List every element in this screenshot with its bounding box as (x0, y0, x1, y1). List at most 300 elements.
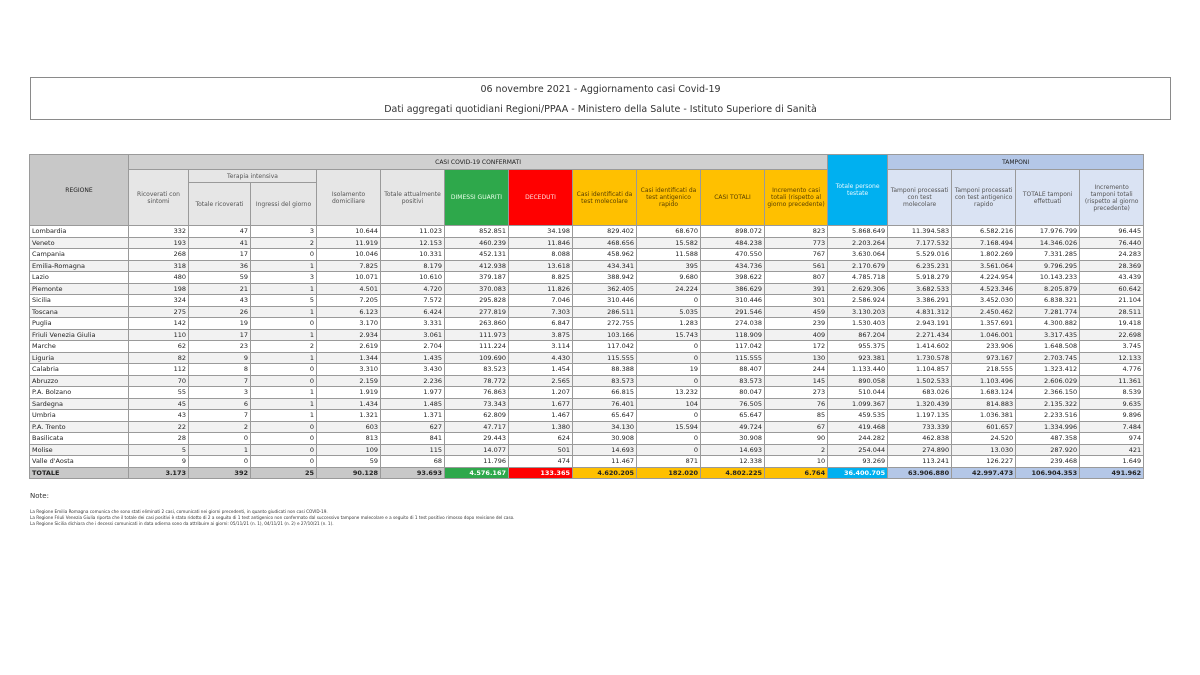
cell-tamponi-antigenico: 814.883 (952, 398, 1016, 410)
cell-tamponi-molecolare: 274.890 (888, 444, 952, 456)
cell-ti-ingressi: 1 (251, 352, 317, 364)
cell-persone-testate: 1.530.403 (828, 318, 888, 330)
cell-incremento-casi: 807 (765, 272, 828, 284)
cell-casi-antigenico: 871 (637, 456, 701, 468)
cell-casi-totali: 115.555 (701, 352, 765, 364)
group-header-casi: CASI COVID-19 CONFERMATI (129, 155, 828, 170)
cell-casi-molecolare: 11.467 (573, 456, 637, 468)
col-header-casi-molecolare: Casi identificati da test molecolare (573, 170, 637, 226)
cell-casi-molecolare: 34.130 (573, 421, 637, 433)
cell-deceduti: 1.207 (509, 387, 573, 399)
cell-dimessi: 62.809 (445, 410, 509, 422)
cell-region: P.A. Trento (30, 421, 129, 433)
cell-deceduti: 11.826 (509, 283, 573, 295)
cell-region: Marche (30, 341, 129, 353)
cell-tamponi-totale: 1.323.412 (1016, 364, 1080, 376)
report-title: 06 novembre 2021 - Aggiornamento casi Covid-19 (480, 84, 721, 95)
cell-dimessi: 76.863 (445, 387, 509, 399)
cell-deceduti: 34.198 (509, 226, 573, 238)
cell-isolamento: 4.501 (317, 283, 381, 295)
cell-tamponi-totale: 10.143.233 (1016, 272, 1080, 284)
cell-ti-ingressi: 0 (251, 433, 317, 445)
total-cell-casi-totali: 4.802.225 (701, 467, 765, 479)
cell-deceduti: 1.677 (509, 398, 573, 410)
table-row (30, 375, 1144, 387)
cell-ti-totale: 47 (189, 226, 251, 238)
cell-incremento-casi: 767 (765, 249, 828, 261)
col-header-ti-ingressi: Ingressi del giorno (251, 183, 317, 226)
cell-deceduti: 11.846 (509, 237, 573, 249)
cell-casi-totali: 386.629 (701, 283, 765, 295)
cell-tamponi-antigenico: 1.357.691 (952, 318, 1016, 330)
cell-deceduti: 474 (509, 456, 573, 468)
cell-ti-ingressi: 3 (251, 226, 317, 238)
cell-ricoverati: 112 (129, 364, 189, 376)
cell-dimessi: 460.239 (445, 237, 509, 249)
cell-dimessi: 111.973 (445, 329, 509, 341)
cell-positivi: 3.430 (381, 364, 445, 376)
cell-casi-antigenico: 15.743 (637, 329, 701, 341)
table-row (30, 421, 1144, 433)
cell-tamponi-molecolare: 4.831.312 (888, 306, 952, 318)
cell-positivi: 12.153 (381, 237, 445, 249)
cell-isolamento: 2.934 (317, 329, 381, 341)
cell-tamponi-totale: 3.317.435 (1016, 329, 1080, 341)
cell-casi-totali: 274.038 (701, 318, 765, 330)
cell-ricoverati: 324 (129, 295, 189, 307)
cell-deceduti: 4.430 (509, 352, 573, 364)
cell-tamponi-molecolare: 2.271.434 (888, 329, 952, 341)
col-header-tamponi-totale: TOTALE tamponi effettuati (1016, 170, 1080, 226)
cell-persone-testate: 510.044 (828, 387, 888, 399)
table-row (30, 433, 1144, 445)
total-cell-dimessi: 4.576.167 (445, 467, 509, 479)
note-line: La Regione Sicilia dichiara che i decessi comunicati in data odierna sono da attribuire ai giorni: 05/11/21 (n. 1), 04/11/21 (n. 2) e 27/10/21 (n. 1). (30, 521, 334, 526)
cell-ti-ingressi: 1 (251, 329, 317, 341)
note-line: La Regione Emilia Romagna comunica che sono stati eliminati 2 casi, comunicati nei giorni precedenti, in quanto giudicati non casi COVID-19. (30, 509, 328, 514)
cell-positivi: 7.572 (381, 295, 445, 307)
cell-region: Piemonte (30, 283, 129, 295)
cell-positivi: 11.023 (381, 226, 445, 238)
cell-tamponi-antigenico: 126.227 (952, 456, 1016, 468)
cell-deceduti: 2.565 (509, 375, 573, 387)
cell-incremento-casi: 409 (765, 329, 828, 341)
cell-positivi: 2.236 (381, 375, 445, 387)
table-row (30, 410, 1144, 422)
cell-incremento-casi: 239 (765, 318, 828, 330)
cell-ti-ingressi: 0 (251, 249, 317, 261)
cell-isolamento: 7.825 (317, 260, 381, 272)
cell-ti-totale: 7 (189, 375, 251, 387)
cell-tamponi-totale: 4.300.882 (1016, 318, 1080, 330)
cell-casi-molecolare: 30.908 (573, 433, 637, 445)
cell-deceduti: 1.467 (509, 410, 573, 422)
cell-tamponi-molecolare: 7.177.532 (888, 237, 952, 249)
cell-ti-totale: 59 (189, 272, 251, 284)
cell-casi-molecolare: 286.511 (573, 306, 637, 318)
note-line: La Regione Friuli Venezia Giulia riporta che il totale dei casi positivi è stato ridotto di 2 a seguito di 1 test antigenico non confermato dal successivo tampone molecolare e a seguito di 1 test positivo rimosso dopo revisione del caso. (30, 515, 515, 520)
cell-region: Basilicata (30, 433, 129, 445)
cell-ti-totale: 0 (189, 433, 251, 445)
cell-incremento-casi: 773 (765, 237, 828, 249)
cell-ti-ingressi: 0 (251, 318, 317, 330)
cell-tamponi-incremento: 974 (1080, 433, 1144, 445)
cell-tamponi-totale: 1.334.996 (1016, 421, 1080, 433)
cell-dimessi: 11.796 (445, 456, 509, 468)
total-cell-incremento-casi: 6.764 (765, 467, 828, 479)
cell-tamponi-antigenico: 6.582.216 (952, 226, 1016, 238)
cell-tamponi-incremento: 60.642 (1080, 283, 1144, 295)
cell-casi-totali: 80.047 (701, 387, 765, 399)
cell-isolamento: 59 (317, 456, 381, 468)
cell-dimessi: 452.131 (445, 249, 509, 261)
total-cell-casi-antigenico: 182.020 (637, 467, 701, 479)
cell-isolamento: 1.344 (317, 352, 381, 364)
cell-ti-ingressi: 0 (251, 456, 317, 468)
cell-casi-totali: 117.042 (701, 341, 765, 353)
cell-dimessi: 29.443 (445, 433, 509, 445)
cell-ricoverati: 268 (129, 249, 189, 261)
cell-ti-ingressi: 0 (251, 444, 317, 456)
cell-ricoverati: 275 (129, 306, 189, 318)
cell-persone-testate: 1.099.367 (828, 398, 888, 410)
col-header-incremento-casi: Incremento casi totali (rispetto al giorno precedente) (765, 170, 828, 226)
cell-deceduti: 7.303 (509, 306, 573, 318)
cell-tamponi-totale: 6.838.321 (1016, 295, 1080, 307)
table-row (30, 444, 1144, 456)
cell-positivi: 3.061 (381, 329, 445, 341)
cell-incremento-casi: 301 (765, 295, 828, 307)
cell-tamponi-antigenico: 7.168.494 (952, 237, 1016, 249)
cell-casi-antigenico: 13.232 (637, 387, 701, 399)
table-row (30, 341, 1144, 353)
cell-casi-antigenico: 0 (637, 375, 701, 387)
table-row (30, 272, 1144, 284)
cell-tamponi-incremento: 21.104 (1080, 295, 1144, 307)
cell-ricoverati: 318 (129, 260, 189, 272)
cell-region: Umbria (30, 410, 129, 422)
cell-persone-testate: 2.586.924 (828, 295, 888, 307)
table-row (30, 456, 1144, 468)
cell-tamponi-totale: 487.358 (1016, 433, 1080, 445)
cell-ti-totale: 43 (189, 295, 251, 307)
cell-casi-totali: 118.909 (701, 329, 765, 341)
cell-isolamento: 1.321 (317, 410, 381, 422)
col-header-positivi: Totale attualmente positivi (381, 170, 445, 226)
cell-tamponi-molecolare: 11.394.583 (888, 226, 952, 238)
cell-tamponi-molecolare: 733.339 (888, 421, 952, 433)
cell-incremento-casi: 85 (765, 410, 828, 422)
table-row (30, 295, 1144, 307)
cell-casi-totali: 30.908 (701, 433, 765, 445)
cell-incremento-casi: 145 (765, 375, 828, 387)
cell-ti-totale: 1 (189, 444, 251, 456)
cell-deceduti: 7.046 (509, 295, 573, 307)
cell-ti-ingressi: 1 (251, 410, 317, 422)
cell-ti-totale: 8 (189, 364, 251, 376)
cell-casi-antigenico: 104 (637, 398, 701, 410)
cell-tamponi-molecolare: 683.026 (888, 387, 952, 399)
cell-tamponi-antigenico: 1.036.381 (952, 410, 1016, 422)
cell-ti-ingressi: 1 (251, 260, 317, 272)
col-header-casi-antigenico: Casi identificati da test antigenico rapido (637, 170, 701, 226)
cell-tamponi-incremento: 9.635 (1080, 398, 1144, 410)
col-header-regione: REGIONE (30, 155, 129, 226)
cell-dimessi: 78.772 (445, 375, 509, 387)
cell-tamponi-incremento: 8.539 (1080, 387, 1144, 399)
cell-tamponi-incremento: 19.418 (1080, 318, 1144, 330)
cell-deceduti: 1.380 (509, 421, 573, 433)
cell-persone-testate: 867.204 (828, 329, 888, 341)
cell-persone-testate: 244.282 (828, 433, 888, 445)
total-cell-tamponi-antigenico: 42.997.473 (952, 467, 1016, 479)
cell-casi-antigenico: 5.035 (637, 306, 701, 318)
cell-tamponi-antigenico: 973.167 (952, 352, 1016, 364)
cell-persone-testate: 2.170.679 (828, 260, 888, 272)
cell-tamponi-incremento: 22.698 (1080, 329, 1144, 341)
cell-deceduti: 3.114 (509, 341, 573, 353)
cell-tamponi-antigenico: 3.561.064 (952, 260, 1016, 272)
cell-tamponi-molecolare: 5.918.279 (888, 272, 952, 284)
cell-ricoverati: 9 (129, 456, 189, 468)
total-cell-isolamento: 90.128 (317, 467, 381, 479)
cell-casi-antigenico: 1.283 (637, 318, 701, 330)
cell-positivi: 68 (381, 456, 445, 468)
cell-casi-antigenico: 24.224 (637, 283, 701, 295)
cell-casi-molecolare: 88.388 (573, 364, 637, 376)
cell-isolamento: 2.619 (317, 341, 381, 353)
cell-ti-ingressi: 1 (251, 387, 317, 399)
cell-tamponi-antigenico: 2.450.462 (952, 306, 1016, 318)
cell-deceduti: 8.825 (509, 272, 573, 284)
cell-tamponi-incremento: 28.369 (1080, 260, 1144, 272)
cell-deceduti: 6.847 (509, 318, 573, 330)
cell-dimessi: 73.343 (445, 398, 509, 410)
cell-ti-ingressi: 1 (251, 398, 317, 410)
total-cell-persone-testate: 36.400.705 (828, 467, 888, 479)
cell-dimessi: 412.938 (445, 260, 509, 272)
cell-ricoverati: 45 (129, 398, 189, 410)
cell-casi-molecolare: 66.815 (573, 387, 637, 399)
cell-tamponi-totale: 14.346.026 (1016, 237, 1080, 249)
cell-tamponi-totale: 8.205.879 (1016, 283, 1080, 295)
cell-dimessi: 111.224 (445, 341, 509, 353)
cell-incremento-casi: 561 (765, 260, 828, 272)
cell-dimessi: 47.717 (445, 421, 509, 433)
cell-ti-totale: 0 (189, 456, 251, 468)
cell-tamponi-molecolare: 1.320.439 (888, 398, 952, 410)
total-cell-casi-molecolare: 4.620.205 (573, 467, 637, 479)
cell-dimessi: 852.851 (445, 226, 509, 238)
cell-isolamento: 2.159 (317, 375, 381, 387)
cell-casi-totali: 470.550 (701, 249, 765, 261)
cell-casi-antigenico: 0 (637, 341, 701, 353)
cell-ti-totale: 3 (189, 387, 251, 399)
cell-isolamento: 7.205 (317, 295, 381, 307)
cell-region: Friuli Venezia Giulia (30, 329, 129, 341)
cell-persone-testate: 923.381 (828, 352, 888, 364)
cell-tamponi-molecolare: 462.838 (888, 433, 952, 445)
cell-tamponi-antigenico: 3.452.030 (952, 295, 1016, 307)
cell-region: Sardegna (30, 398, 129, 410)
cell-ricoverati: 5 (129, 444, 189, 456)
cell-positivi: 10.331 (381, 249, 445, 261)
cell-casi-totali: 14.693 (701, 444, 765, 456)
cell-deceduti: 624 (509, 433, 573, 445)
cell-ricoverati: 110 (129, 329, 189, 341)
cell-casi-molecolare: 115.555 (573, 352, 637, 364)
cell-deceduti: 8.088 (509, 249, 573, 261)
cell-positivi: 841 (381, 433, 445, 445)
cell-tamponi-molecolare: 6.235.231 (888, 260, 952, 272)
cell-positivi: 3.331 (381, 318, 445, 330)
cell-casi-molecolare: 272.755 (573, 318, 637, 330)
cell-persone-testate: 93.269 (828, 456, 888, 468)
cell-persone-testate: 254.044 (828, 444, 888, 456)
cell-region: Lombardia (30, 226, 129, 238)
cell-casi-molecolare: 434.341 (573, 260, 637, 272)
cell-tamponi-incremento: 43.439 (1080, 272, 1144, 284)
cell-positivi: 6.424 (381, 306, 445, 318)
cell-casi-antigenico: 15.582 (637, 237, 701, 249)
cell-incremento-casi: 823 (765, 226, 828, 238)
cell-ricoverati: 142 (129, 318, 189, 330)
cell-region: Molise (30, 444, 129, 456)
cell-tamponi-antigenico: 1.046.001 (952, 329, 1016, 341)
cell-tamponi-molecolare: 113.241 (888, 456, 952, 468)
cell-ricoverati: 22 (129, 421, 189, 433)
total-cell-tamponi-molecolare: 63.906.880 (888, 467, 952, 479)
cell-ti-totale: 41 (189, 237, 251, 249)
cell-region: Emilia-Romagna (30, 260, 129, 272)
cell-persone-testate: 3.630.064 (828, 249, 888, 261)
cell-tamponi-antigenico: 1.802.269 (952, 249, 1016, 261)
cell-ricoverati: 332 (129, 226, 189, 238)
cell-casi-totali: 898.072 (701, 226, 765, 238)
col-header-isolamento: Isolamento domiciliare (317, 170, 381, 226)
cell-ricoverati: 480 (129, 272, 189, 284)
title-box (30, 77, 1171, 120)
cell-isolamento: 10.046 (317, 249, 381, 261)
cell-ricoverati: 55 (129, 387, 189, 399)
cell-region: Valle d'Aosta (30, 456, 129, 468)
cell-dimessi: 263.860 (445, 318, 509, 330)
cell-positivi: 2.704 (381, 341, 445, 353)
cell-ti-totale: 17 (189, 249, 251, 261)
cell-deceduti: 3.875 (509, 329, 573, 341)
table-row (30, 387, 1144, 399)
cell-casi-antigenico: 395 (637, 260, 701, 272)
cell-ti-totale: 21 (189, 283, 251, 295)
table-row (30, 260, 1144, 272)
cell-ti-totale: 2 (189, 421, 251, 433)
cell-casi-antigenico: 0 (637, 295, 701, 307)
cell-ti-ingressi: 1 (251, 283, 317, 295)
cell-ti-ingressi: 3 (251, 272, 317, 284)
cell-casi-totali: 310.446 (701, 295, 765, 307)
cell-tamponi-totale: 239.468 (1016, 456, 1080, 468)
cell-positivi: 8.179 (381, 260, 445, 272)
total-cell-tamponi-totale: 106.904.353 (1016, 467, 1080, 479)
table-row (30, 329, 1144, 341)
cell-persone-testate: 1.133.440 (828, 364, 888, 376)
total-cell-tamponi-incremento: 491.962 (1080, 467, 1144, 479)
cell-persone-testate: 2.203.264 (828, 237, 888, 249)
cell-casi-totali: 291.546 (701, 306, 765, 318)
cell-tamponi-antigenico: 24.520 (952, 433, 1016, 445)
cell-persone-testate: 955.375 (828, 341, 888, 353)
cell-positivi: 1.371 (381, 410, 445, 422)
cell-casi-totali: 76.505 (701, 398, 765, 410)
cell-isolamento: 109 (317, 444, 381, 456)
cell-tamponi-incremento: 9.896 (1080, 410, 1144, 422)
cell-positivi: 10.610 (381, 272, 445, 284)
cell-ti-ingressi: 0 (251, 364, 317, 376)
cell-tamponi-molecolare: 2.943.191 (888, 318, 952, 330)
cell-casi-molecolare: 458.962 (573, 249, 637, 261)
cell-tamponi-molecolare: 1.104.857 (888, 364, 952, 376)
cell-ricoverati: 198 (129, 283, 189, 295)
cell-incremento-casi: 391 (765, 283, 828, 295)
cell-incremento-casi: 273 (765, 387, 828, 399)
col-header-casi-totali: CASI TOTALI (701, 170, 765, 226)
covid-table (29, 154, 1144, 479)
table-row (30, 364, 1144, 376)
cell-persone-testate: 419.468 (828, 421, 888, 433)
cell-dimessi: 295.828 (445, 295, 509, 307)
cell-casi-antigenico: 15.594 (637, 421, 701, 433)
cell-casi-molecolare: 388.942 (573, 272, 637, 284)
cell-tamponi-antigenico: 601.657 (952, 421, 1016, 433)
cell-casi-antigenico: 0 (637, 410, 701, 422)
cell-positivi: 4.720 (381, 283, 445, 295)
cell-casi-molecolare: 362.405 (573, 283, 637, 295)
cell-isolamento: 6.123 (317, 306, 381, 318)
cell-tamponi-totale: 2.366.150 (1016, 387, 1080, 399)
total-cell-ricoverati: 3.173 (129, 467, 189, 479)
cell-dimessi: 277.819 (445, 306, 509, 318)
cell-casi-antigenico: 68.670 (637, 226, 701, 238)
cell-casi-totali: 484.238 (701, 237, 765, 249)
col-header-tamponi-incremento: Incremento tamponi totali (rispetto al giorno precedente) (1080, 170, 1144, 226)
col-header-ti-totale: Totale ricoverati (189, 183, 251, 226)
cell-incremento-casi: 130 (765, 352, 828, 364)
cell-tamponi-molecolare: 1.730.578 (888, 352, 952, 364)
cell-tamponi-antigenico: 1.683.124 (952, 387, 1016, 399)
col-header-tamponi-molecolare: Tamponi processati con test molecolare (888, 170, 952, 226)
report-subtitle: Dati aggregati quotidiani Regioni/PPAA - Ministero della Salute - Istituto Superiore di Sanità (384, 104, 817, 115)
cell-positivi: 1.435 (381, 352, 445, 364)
col-header-ricoverati: Ricoverati con sintomi (129, 170, 189, 226)
cell-ti-totale: 26 (189, 306, 251, 318)
cell-tamponi-incremento: 7.484 (1080, 421, 1144, 433)
cell-tamponi-molecolare: 3.386.291 (888, 295, 952, 307)
total-cell-positivi: 93.693 (381, 467, 445, 479)
cell-ricoverati: 82 (129, 352, 189, 364)
cell-casi-molecolare: 65.647 (573, 410, 637, 422)
cell-incremento-casi: 244 (765, 364, 828, 376)
cell-positivi: 115 (381, 444, 445, 456)
cell-tamponi-antigenico: 1.103.496 (952, 375, 1016, 387)
cell-casi-antigenico: 0 (637, 352, 701, 364)
cell-tamponi-incremento: 4.776 (1080, 364, 1144, 376)
cell-ti-ingressi: 1 (251, 306, 317, 318)
cell-tamponi-totale: 2.233.516 (1016, 410, 1080, 422)
cell-ricoverati: 28 (129, 433, 189, 445)
cell-tamponi-totale: 287.920 (1016, 444, 1080, 456)
cell-region: Veneto (30, 237, 129, 249)
cell-isolamento: 10.644 (317, 226, 381, 238)
